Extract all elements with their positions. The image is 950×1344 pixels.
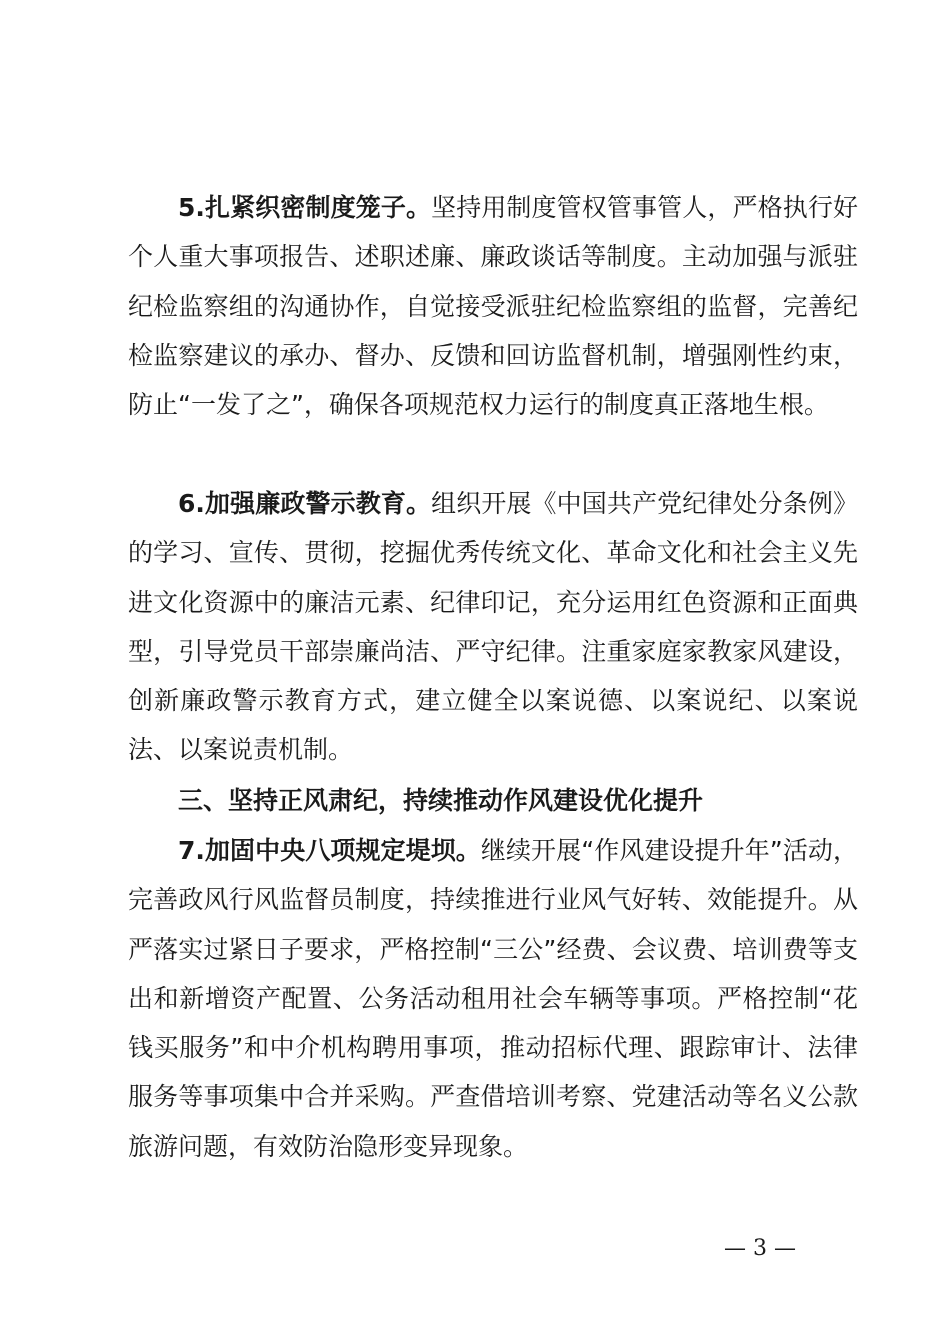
paragraph-body: 坚持用制度管权管事管人，严格执行好个人重大事项报告、述职述廉、廉政谈话等制度。主动加强与派驻纪检监察组的沟通协作，自觉接受派驻纪检监察组的监督，完善纪检监察建议的承办、督办、反馈和回访监督机制，增强刚性约束，防止“一发了之”，确保各项规范权力运行的制度真正落地生根。 [128, 193, 858, 420]
paragraph-item-7 [128, 826, 858, 1171]
paragraph-lead: 6.加强廉政警示教育。 [178, 489, 432, 518]
paragraph-body: 继续开展“作风建设提升年”活动，完善政风行风监督员制度，持续推进行业风气好转、效能提升。从严落实过紧日子要求，严格控制“三公”经费、会议费、培训费等支出和新增资产配置、公务活动租用社会车辆等事项。严格控制“花钱买服务”和中介机构聘用事项，推动招标代理、跟踪审计、法律服务等事项集中合并采购。严查借培训考察、党建活动等名义公款旅游问题，有效防治隐形变异现象。 [128, 836, 858, 1161]
paragraph-lead: 5.扎紧织密制度笼子。 [178, 193, 432, 222]
paragraph-body: 组织开展《中国共产党纪律处分条例》的学习、宣传、贯彻，挖掘优秀传统文化、革命文化和社会主义先进文化资源中的廉洁元素、纪律印记，充分运用红色资源和正面典型，引导党员干部崇廉尚洁、严守纪律。注重家庭家教家风建设，创新廉政警示教育方式，建立健全以案说德、以案说纪、以案说法、以案说责机制。 [128, 489, 858, 765]
paragraph-lead: 7.加固中央八项规定堤坝。 [178, 836, 481, 865]
paragraph-item-6 [128, 479, 858, 775]
page-number: — 3 — [724, 1236, 796, 1261]
paragraph-item-5 [128, 183, 858, 429]
section-heading: 三、坚持正风肃纪，持续推动作风建设优化提升 [178, 786, 704, 815]
